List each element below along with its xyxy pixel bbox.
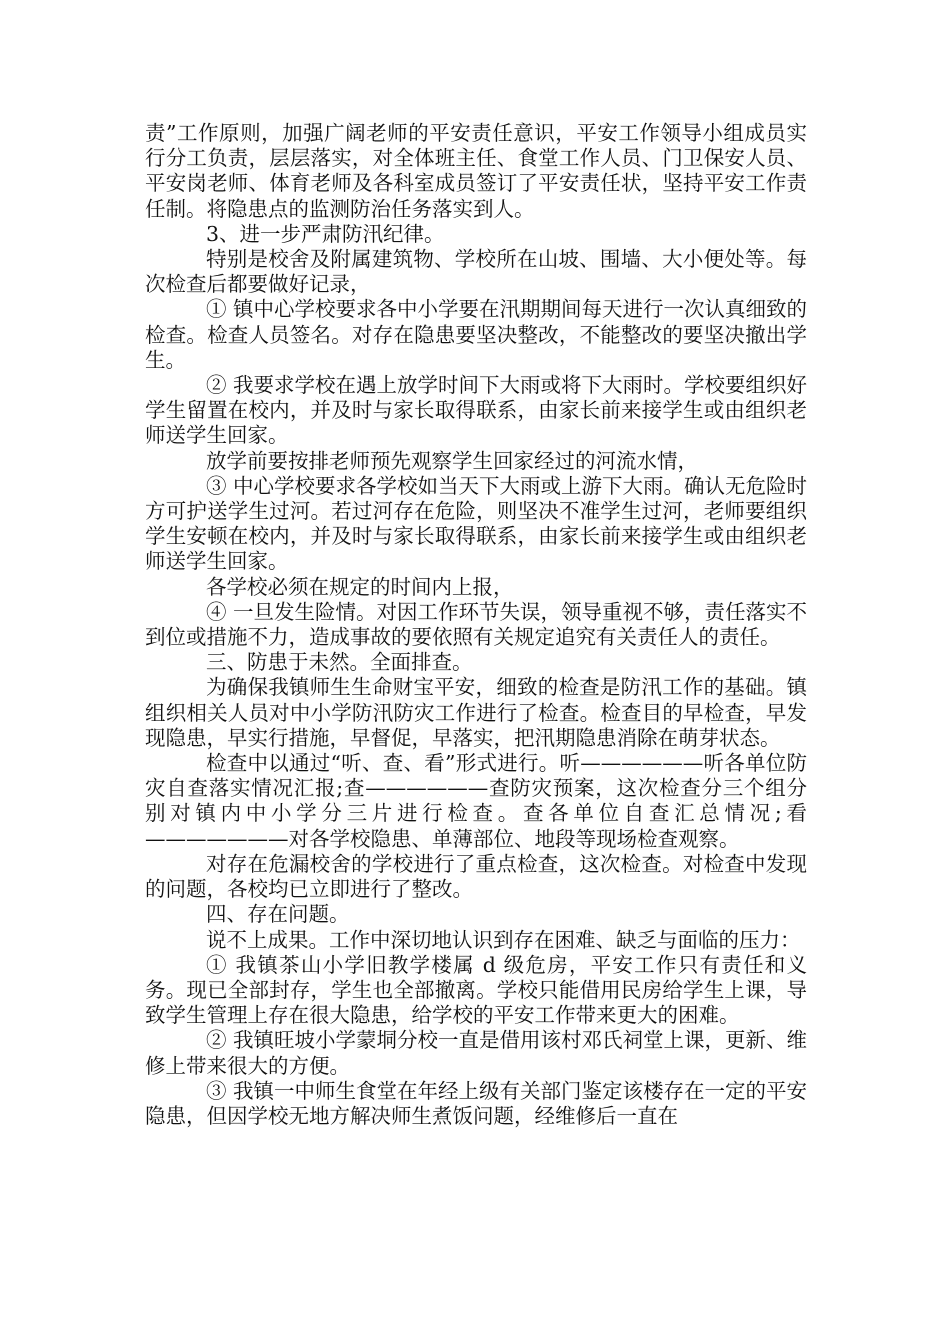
paragraph-inspection-method: 检查中以通过“听、查、看”形式进行。听——————听各单位防灾自查落实情况汇报;查——————查防灾预案，这次检查分三个组分别对镇内中小学分三片进行检查。查各单位自查汇总情况;看———————对各学校隐患、单薄部位、地段等现场检查观察。	[145, 751, 807, 851]
paragraph-item-4: ④ 一旦发生险情。对因工作环节失误，领导重视不够，责任落实不到位或措施不力，造成事故的要依照有关规定追究有关责任人的责任。	[145, 599, 808, 650]
paragraph-records: 特别是校舍及附属建筑物、学校所在山坡、围墙、大小便处等。每次检查后都要做好记录，	[145, 247, 807, 297]
document-body	[145, 121, 807, 1129]
paragraph-responsibility: 责”工作原则，加强广阔老师的平安责任意识，平安工作领导小组成员实行分工负责，层层落实，对全体班主任、食堂工作人员、门卫保安人员、平安岗老师、体育老师及各科室成员签订了平安责任状，坚持平安工作责任制。将隐患点的监测防治任务落实到人。	[145, 121, 807, 221]
paragraph-item-3: ③ 中心学校要求各学校如当天下大雨或上游下大雨。确认无危险时方可护送学生过河。若过河存在危险，则坚决不准学生过河，老师要组织学生安顿在校内，并及时与家长取得联系，由家长前来接学生或由组织老师送学生回家。	[145, 473, 808, 574]
paragraph-problem-3: ③ 我镇一中师生食堂在年经上级有关部门鉴定该楼存在一定的平安隐患，但因学校无地方解决师生煮饭问题，经维修后一直在	[145, 1078, 808, 1128]
paragraph-problem-1: ① 我镇茶山小学旧教学楼属 d 级危房，平安工作只有责任和义务。现已全部封存，学生也全部撤离。学校只能借用民房给学生上课，导致学生管理上存在很大隐患，给学校的平安工作带来更大的困难。	[145, 952, 807, 1028]
paragraph-key-inspection: 对存在危漏校舍的学校进行了重点检查，这次检查。对检查中发现的问题，各校均已立即进行了整改。	[145, 851, 807, 902]
paragraph-item-2: ② 我要求学校在遇上放学时间下大雨或将下大雨时。学校要组织好学生留置在校内，并及时与家长取得联系，由家长前来接学生或由组织老师送学生回家。	[145, 373, 808, 448]
paragraph-heading-problems: 四、存在问题。	[206, 902, 350, 927]
paragraph-item-1: ① 镇中心学校要求各中小学要在汛期期间每天进行一次认真细致的检查。检查人员签名。对存在隐患要坚决整改，不能整改的要坚决撤出学生。	[145, 297, 808, 372]
paragraph-river-observation: 放学前要按排老师预先观察学生回家经过的河流水情，	[206, 448, 698, 473]
paragraph-inspection-basis: 为确保我镇师生生命财宝平安，细致的检查是防汛工作的基础。镇组织相关人员对中小学防汛防灾工作进行了检查。检查目的早检查，早发现隐患，早实行措施，早督促，早落实，把汛期隐患消除在萌芽状态。	[145, 675, 807, 750]
paragraph-pressure: 说不上成果。工作中深切地认识到存在困难、缺乏与面临的压力：	[206, 927, 801, 952]
paragraph-heading-prevention: 三、防患于未然。全面排查。	[206, 650, 473, 675]
paragraph-heading-discipline: 3、进一步严肃防汛纪律。	[206, 221, 445, 246]
paragraph-report: 各学校必须在规定的时间内上报，	[206, 574, 514, 599]
paragraph-problem-2: ② 我镇旺坡小学蒙垌分校一直是借用该村邓氏祠堂上课，更新、维修上带来很大的方便。	[145, 1028, 808, 1078]
